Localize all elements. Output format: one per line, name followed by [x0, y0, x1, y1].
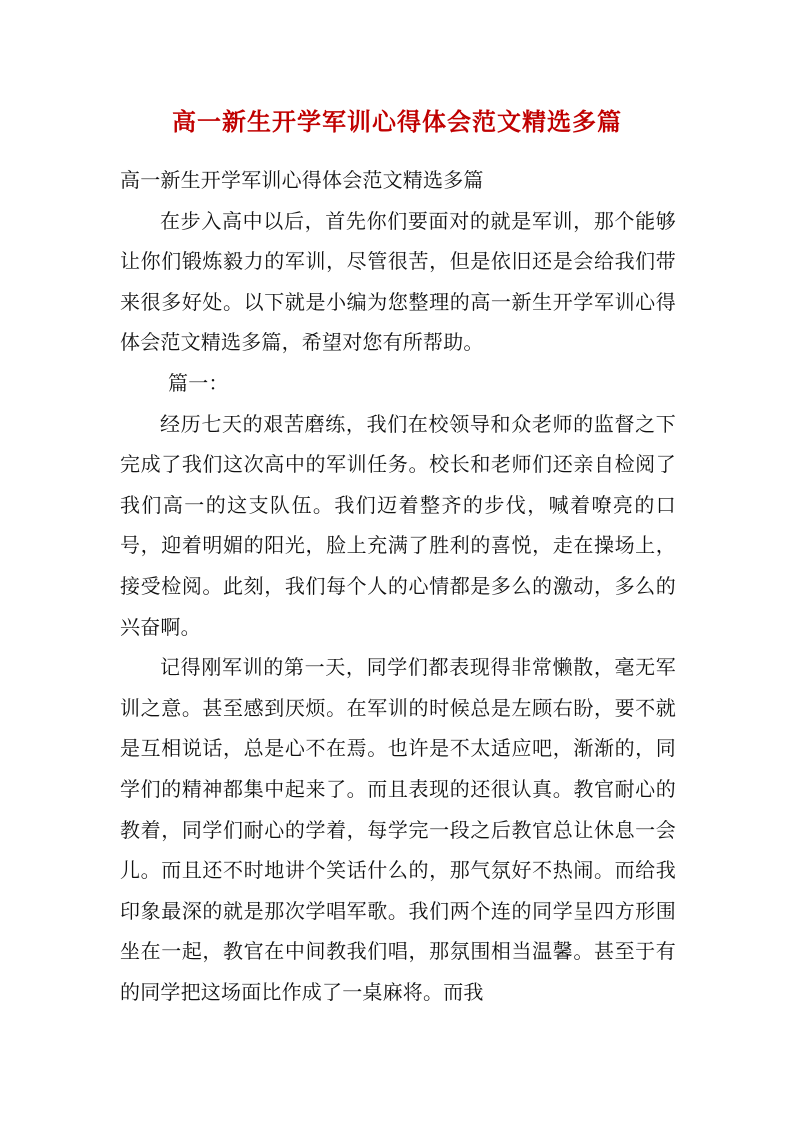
- paragraph-subtitle: 高一新生开学军训心得体会范文精选多篇: [120, 168, 484, 192]
- paragraph-body: 记得刚军训的第一天，同学们都表现得非常懒散，毫无军训之意。甚至感到厌烦。在军训的时候总是左顾右盼，要不就是互相说话，总是心不在焉。也许是不太适应吧，渐渐的，同学们的精神都集中起来了。而且表现的还很认真。教官耐心的教着，同学们耐心的学着，每学完一段之后教官总让休息一会儿。而且还不时地讲个笑话什么的，那气氛好不热闹。而给我印象最深的就是那次学唱军歌。我们两个连的同学呈四方形围坐在一起，教官在中间教我们唱，那氛围相当温馨。甚至于有的同学把这场面比作成了一桌麻将。而我: [120, 655, 676, 1004]
- document-title: 高一新生开学军训心得体会范文精选多篇: [172, 107, 622, 136]
- paragraph-body: 经历七天的艰苦磨练，我们在校领导和众老师的监督之下完成了我们这次高中的军训任务。校长和老师们还亲自检阅了我们高一的这支队伍。我们迈着整齐的步伐，喊着嘹亮的口号，迎着明媚的阳光，脸上充满了胜利的喜悦，走在操场上，接受检阅。此刻，我们每个人的心情都是多么的激动，多么的兴奋啊。: [120, 411, 676, 639]
- paragraph-intro: 在步入高中以后，首先你们要面对的就是军训，那个能够让你们锻炼毅力的军训，尽管很苦，但是依旧还是会给我们带来很多好处。以下就是小编为您整理的高一新生开学军训心得体会范文精选多篇，希望对您有所帮助。: [120, 208, 676, 355]
- section-heading: 篇一：: [168, 370, 229, 395]
- document-body: [120, 160, 676, 1012]
